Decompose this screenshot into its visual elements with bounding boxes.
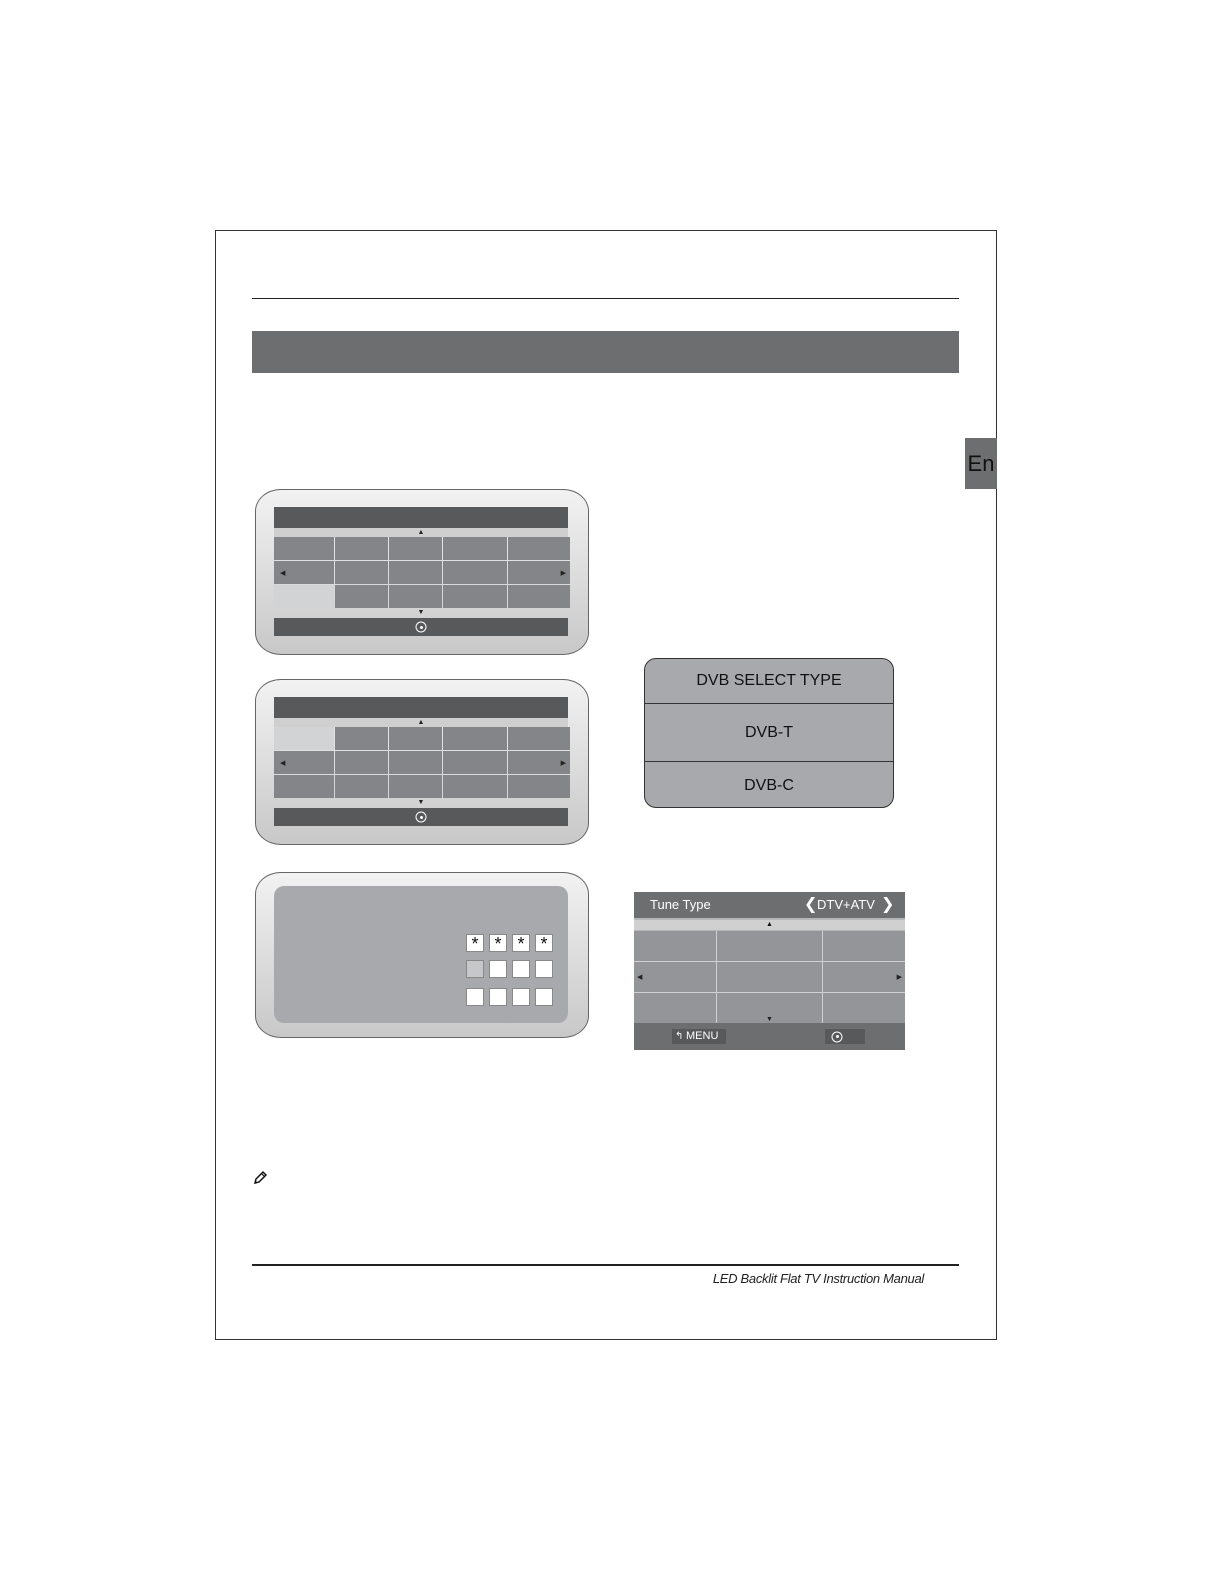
menu-cell[interactable] [335,537,388,560]
scroll-up-icon[interactable]: ▲ [274,718,568,727]
password-input-box[interactable] [512,988,530,1006]
arrow-right-icon[interactable]: ▶ [560,569,566,577]
password-input-box[interactable] [512,960,530,978]
password-digit: * [489,934,507,952]
header-rule [252,298,959,299]
tune-type-label: Tune Type [650,897,711,912]
menu-cell[interactable] [274,537,334,560]
dvb-option-t[interactable]: DVB-T [645,705,893,762]
menu-cell-selected[interactable] [274,585,334,608]
scroll-down-icon[interactable]: ▼ [417,799,425,806]
menu-cell[interactable] [443,775,507,798]
scroll-up-icon[interactable]: ▲ [274,528,568,537]
menu-cell[interactable] [508,585,570,608]
new-password-row [466,960,553,978]
password-input-box[interactable] [466,988,484,1006]
menu-cell[interactable] [443,727,507,750]
password-input-box[interactable] [535,960,553,978]
menu-cell[interactable] [389,561,442,584]
menu-cell[interactable] [335,751,388,774]
ok-circle-icon [832,1031,843,1042]
menu-cell[interactable] [443,585,507,608]
tune-cell[interactable] [717,993,822,1023]
language-tab: En [965,438,997,489]
password-dialog [274,886,568,1023]
tune-cell[interactable] [634,931,716,961]
menu-grid [274,727,568,798]
menu-cell[interactable] [389,775,442,798]
dvb-select-dialog [644,658,894,808]
password-input-box[interactable] [489,960,507,978]
manual-title-footer: LED Backlit Flat TV Instruction Manual [712,1271,924,1286]
menu-cell[interactable] [274,561,334,584]
arrow-left-icon[interactable]: ◀ [280,569,286,577]
menu-cell[interactable] [508,537,570,560]
menu-button[interactable] [672,1029,726,1044]
dvb-option-c[interactable]: DVB-C [744,777,794,794]
arrow-right-icon[interactable]: ▶ [896,974,902,981]
tune-grid [634,931,905,1023]
tune-type-row[interactable] [634,892,905,918]
menu-footer-bar [274,808,568,826]
tv-password-screen [255,872,589,1038]
password-input-box[interactable] [535,988,553,1006]
password-input-box[interactable] [489,988,507,1006]
tv-menu-screen-1 [255,489,589,655]
arrow-left-icon[interactable]: ◀ [637,974,643,981]
arrow-left-icon[interactable]: ◀ [280,759,286,767]
scroll-down-icon[interactable]: ▼ [417,609,425,616]
password-digit: * [512,934,530,952]
tune-type-panel [634,892,905,1050]
menu-cell[interactable] [274,775,334,798]
pencil-note-icon [252,1170,268,1186]
ok-button[interactable] [825,1029,865,1044]
tune-footer-bar [634,1023,905,1050]
menu-cell-selected[interactable] [274,727,334,750]
password-entered-row [466,934,553,952]
tune-cell[interactable] [823,993,905,1023]
dvb-select-title: DVB SELECT TYPE [645,659,893,704]
menu-cell[interactable] [389,751,442,774]
menu-cell[interactable] [389,537,442,560]
menu-cell[interactable] [389,585,442,608]
arrow-right-icon[interactable]: ▶ [560,759,566,767]
menu-cell[interactable] [508,727,570,750]
tv-menu-screen-2 [255,679,589,845]
scroll-down-icon[interactable]: ▼ [766,1016,773,1023]
tune-cell[interactable] [823,931,905,961]
menu-cell[interactable] [389,727,442,750]
scroll-up-icon[interactable]: ▲ [634,920,905,930]
return-arrow-icon: ↰ [675,1031,684,1042]
menu-grid [274,537,568,608]
password-input-box[interactable] [466,960,484,978]
tune-cell[interactable] [634,962,716,992]
menu-cell[interactable] [508,775,570,798]
ok-circle-icon[interactable] [416,812,427,823]
menu-cell[interactable] [335,585,388,608]
footer-rule [252,1264,959,1266]
menu-cell[interactable] [443,561,507,584]
menu-title-bar [274,697,568,718]
menu-cell[interactable] [274,751,334,774]
chevron-right-icon[interactable]: ❯ [881,896,895,913]
menu-cell[interactable] [335,561,388,584]
menu-cell[interactable] [335,775,388,798]
menu-cell[interactable] [443,537,507,560]
password-digit: * [466,934,484,952]
tune-cell[interactable] [717,931,822,961]
chevron-left-icon[interactable]: ❮ [804,896,818,913]
tune-cell[interactable] [717,962,822,992]
menu-title-bar [274,507,568,528]
tune-cell[interactable] [634,993,716,1023]
ok-circle-icon[interactable] [416,622,427,633]
confirm-password-row [466,988,553,1006]
tune-cell[interactable] [823,962,905,992]
menu-cell[interactable] [443,751,507,774]
menu-cell[interactable] [508,751,570,774]
menu-cell[interactable] [335,727,388,750]
menu-footer-bar [274,618,568,636]
menu-cell[interactable] [508,561,570,584]
section-header-bar [252,331,959,373]
tune-type-value: DTV+ATV [817,897,875,912]
menu-button-label: MENU [686,1030,719,1042]
password-digit: * [535,934,553,952]
